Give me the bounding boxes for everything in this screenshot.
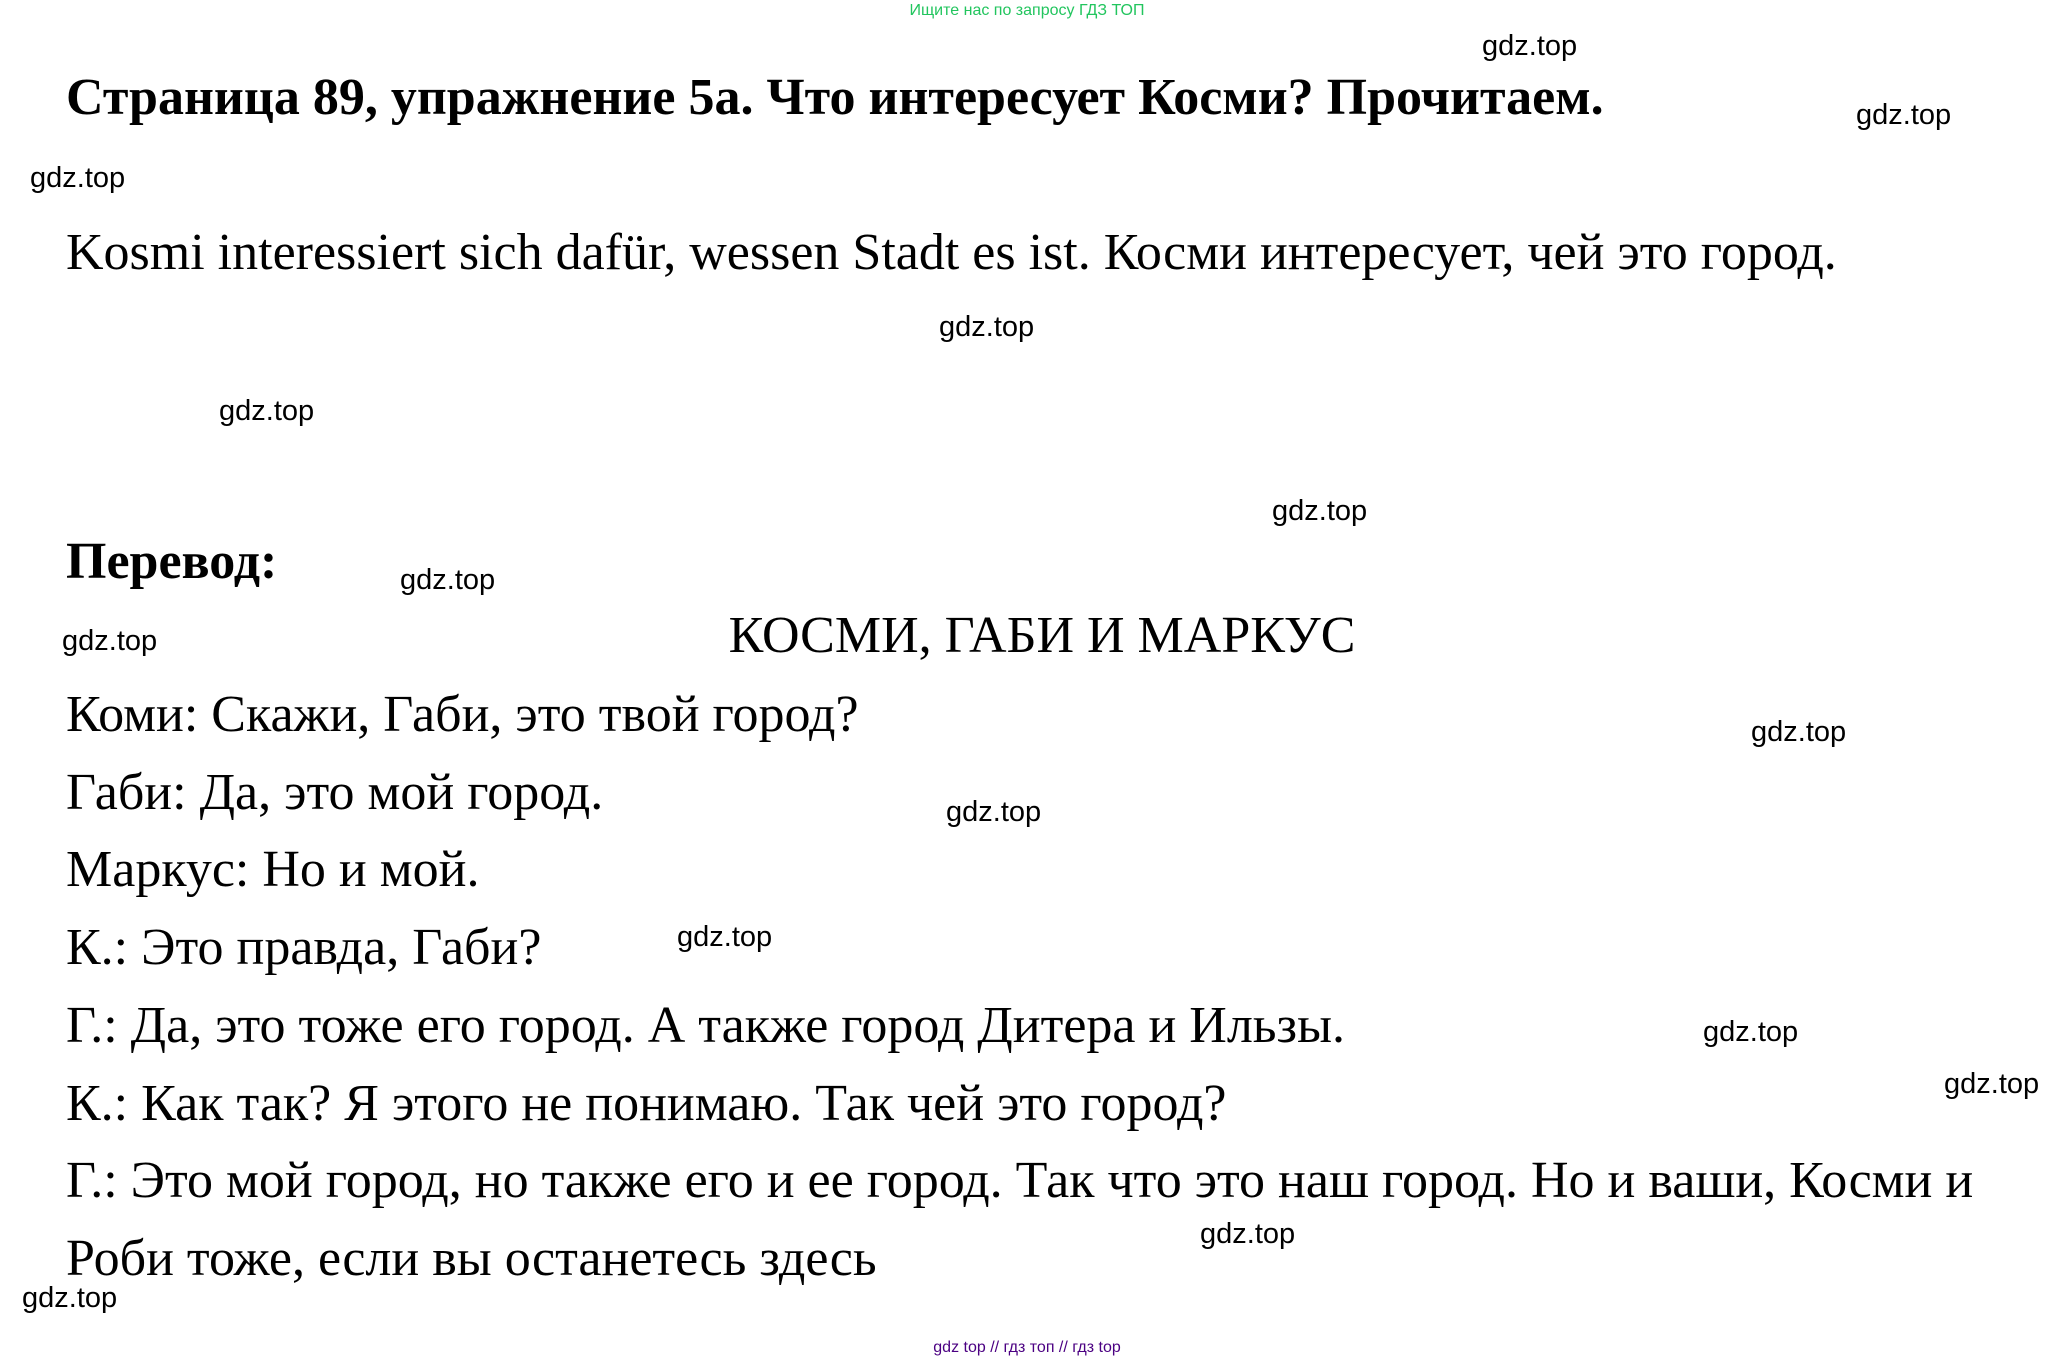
watermark: gdz.top bbox=[22, 1282, 118, 1314]
watermark: gdz.top bbox=[30, 162, 126, 194]
watermark: gdz.top bbox=[1751, 716, 1847, 748]
watermark: gdz.top bbox=[1200, 1218, 1296, 1250]
translation-heading: Перевод: bbox=[66, 533, 278, 590]
watermark: gdz.top bbox=[400, 564, 496, 596]
watermark: gdz.top bbox=[219, 395, 315, 427]
watermark: gdz.top bbox=[1272, 495, 1368, 527]
watermark: gdz.top bbox=[1856, 99, 1952, 131]
page-title: Страница 89, упражнение 5a. Что интересует Косми? Прочитаем. bbox=[66, 69, 1604, 126]
watermark: gdz.top bbox=[677, 921, 773, 953]
dialogue-line: Г.: Да, это тоже его город. А также город Дитера и Ильзы. bbox=[66, 996, 1346, 1054]
dialogue-line: Маркус: Но и мой. bbox=[66, 841, 480, 899]
dialogue-list bbox=[66, 676, 2026, 1298]
watermark: gdz.top bbox=[1944, 1068, 2040, 1100]
dialogue-line: Габи: Да, это мой город. bbox=[66, 763, 604, 821]
dialogue-line: Коми: Скажи, Габи, это твой город? bbox=[66, 686, 859, 743]
dialogue-line: К.: Как так? Я этого не понимаю. Так чей это город? bbox=[66, 1074, 1227, 1132]
answer-paragraph: Kosmi interessiert sich dafür, wessen Stadt es ist. Косми интересует, чей это город. bbox=[66, 224, 1837, 281]
watermark: gdz.top bbox=[946, 796, 1042, 828]
dialogue-line: К.: Это правда, Габи? bbox=[66, 919, 542, 977]
watermark: gdz.top bbox=[62, 625, 158, 657]
footer-text: gdz top // гдз топ // гдз top bbox=[933, 1339, 1121, 1356]
top-banner: Ищите нас по запросу ГДЗ ТОП bbox=[909, 2, 1145, 19]
story-title: КОСМИ, ГАБИ И МАРКУС bbox=[728, 607, 1356, 664]
watermark: gdz.top bbox=[1703, 1016, 1799, 1048]
dialogue-line: Г.: Это мой город, но также его и ее город. Так что это наш город. Но и ваши, Косми и Роби тоже, если вы останетесь здесь bbox=[66, 1152, 1974, 1287]
watermark: gdz.top bbox=[939, 311, 1035, 343]
watermark: gdz.top bbox=[1482, 30, 1578, 62]
